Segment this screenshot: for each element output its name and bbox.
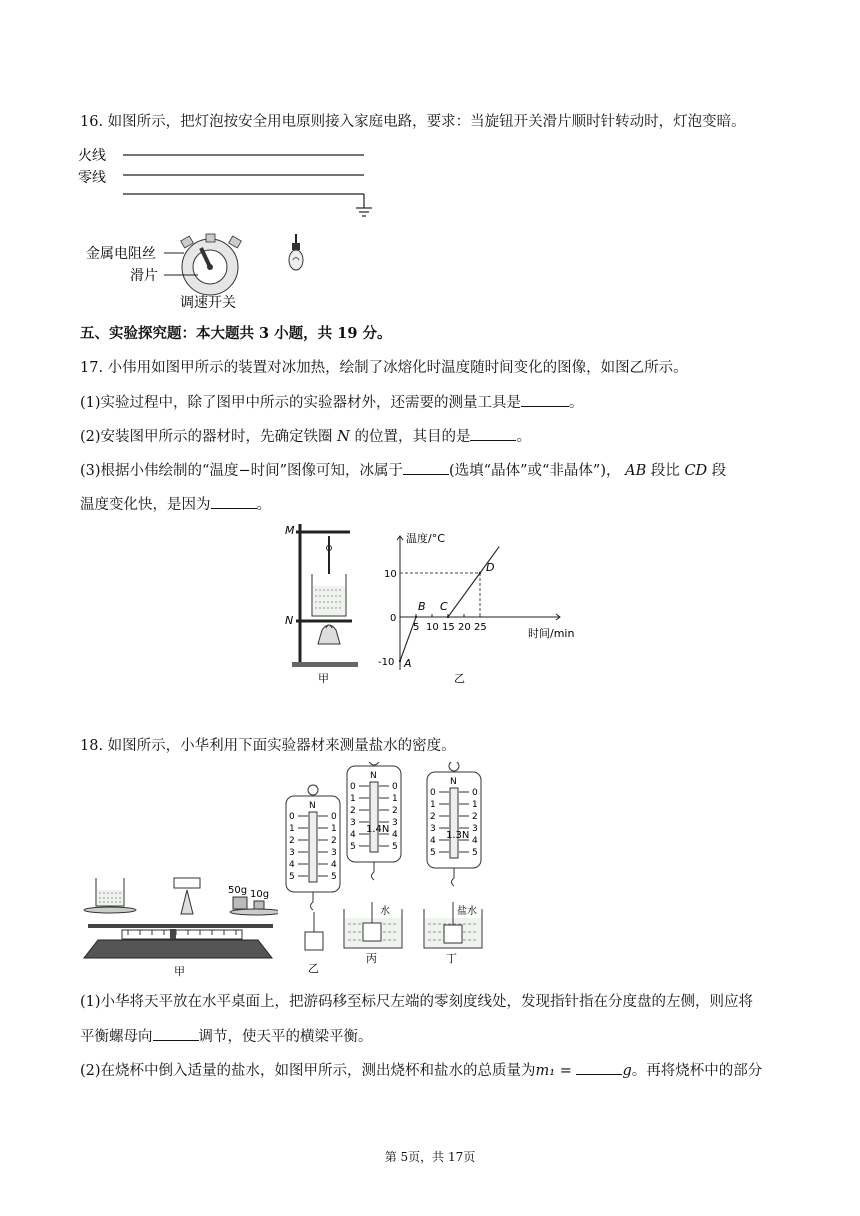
water-label: 水 <box>380 906 390 917</box>
balance-figure <box>78 860 278 980</box>
speed-switch-icon <box>181 234 242 295</box>
scale-tick-label: 2 <box>350 806 356 816</box>
scale-tick-label: 0 <box>331 812 337 822</box>
neutral-wire-label: 零线 <box>78 170 106 186</box>
point-label: B <box>418 600 426 613</box>
scale-unit-label: N <box>309 801 316 811</box>
q18-stem: 18. 如图所示，小华利用下面实验器材来测量盐水的密度。 <box>80 738 456 754</box>
scale-tick-label: 0 <box>392 782 398 792</box>
y-tick-label: -10 <box>378 657 395 668</box>
scale-tick-label: 3 <box>350 818 356 828</box>
bulb-icon <box>289 234 303 270</box>
scale-hook-icon <box>311 892 314 910</box>
data-point <box>479 572 481 574</box>
scale-tick-label: 1 <box>392 794 398 804</box>
q18-part1: (1)小华将天平放在水平桌面上，把游码移至标尺左端的零刻度线处，发现指针指在分度盘的左侧，则应将 <box>80 994 754 1010</box>
x-tick-label: 10 <box>426 622 439 633</box>
scale-tube <box>370 782 378 852</box>
y-tick-label: 10 <box>384 569 397 580</box>
scale-tick-label: 4 <box>430 836 436 846</box>
x-tick-label: 20 <box>458 622 471 633</box>
scale-tick-label: 3 <box>392 818 398 828</box>
ground-icon <box>356 208 372 216</box>
scale-tick-label: 0 <box>289 812 295 822</box>
scale-tube <box>450 788 458 858</box>
scale-tick-label: 3 <box>289 848 295 858</box>
scale-tick-label: 5 <box>430 848 436 858</box>
q18-part2: (2)在烧杯中倒入适量的盐水，如图甲所示，测出烧杯和盐水的总质量为m₁ = g。再将烧杯中的部分 <box>80 1060 762 1081</box>
scale-tick-label: 2 <box>289 836 295 846</box>
reading-ding: 1.3N <box>446 830 470 841</box>
scale-tick-label: 3 <box>430 824 436 834</box>
answer-blank <box>403 460 449 475</box>
scale-tick-label: 1 <box>331 824 337 834</box>
x-tick-label: 15 <box>442 622 455 633</box>
scale-tick-label: 5 <box>472 848 478 858</box>
weight-10g-label: 10g <box>250 889 270 900</box>
section-heading: 五、实验探究题：本大题共 3 小题，共 19 分。 <box>80 325 392 342</box>
answer-blank <box>576 1060 622 1075</box>
scale-unit-label: N <box>450 777 457 787</box>
scale-tick-label: 2 <box>430 812 436 822</box>
scale-tick-label: 4 <box>392 830 398 840</box>
x-tick-label: 5 <box>413 622 420 633</box>
scale-tick-label: 2 <box>472 812 478 822</box>
q17-part3: (3)根据小伟绘制的“温度−时间”图像可知，冰属于 (选填“晶体”或“非晶体”)， AB 段比 CD 段 <box>80 460 726 481</box>
scale-tick-label: 0 <box>430 788 436 798</box>
scale-tick-label: 4 <box>472 836 478 846</box>
x-tick-label: 25 <box>474 622 487 633</box>
scale-ring-icon <box>449 762 459 771</box>
svg-text:N: N <box>285 614 294 627</box>
scale-hook-icon <box>372 862 375 880</box>
scale-tick-label: 1 <box>430 800 436 810</box>
fig-jia-label: 甲 <box>318 672 329 685</box>
scale-ring-icon <box>369 762 379 765</box>
answer-blank <box>211 494 257 509</box>
scale-tick-label: 5 <box>331 872 337 882</box>
scale-hook-icon <box>452 868 455 886</box>
q16-circuit-figure <box>78 142 388 312</box>
scale-tick-label: 0 <box>350 782 356 792</box>
scale-tick-label: 5 <box>392 842 398 852</box>
switch-label: 调速开关 <box>180 295 236 311</box>
scale-ring-icon <box>308 785 318 795</box>
brine-label: 盐水 <box>457 906 477 917</box>
q17-part1: (1)实验过程中，除了图甲中所示的实验器材外，还需要的测量工具是 。 <box>80 392 584 413</box>
point-label: C <box>440 600 448 613</box>
page-footer: 第 5页，共 17页 <box>384 1150 476 1164</box>
heating-apparatus-figure <box>282 518 370 686</box>
scale-tick-label: 4 <box>350 830 356 840</box>
scale-tick-label: 3 <box>472 824 478 834</box>
scale-tick-label: 4 <box>331 860 337 870</box>
chart-ylabel: 温度/°C <box>406 532 445 545</box>
point-label: A <box>404 657 412 670</box>
scale-tick-label: 5 <box>289 872 295 882</box>
scale-tick-label: 1 <box>350 794 356 804</box>
fig-jia-label: 甲 <box>174 965 185 978</box>
spring-scale-figure <box>284 762 494 982</box>
q17-part2: (2)安装图甲所示的器材时，先确定铁圈 N 的位置，其目的是 。 <box>80 426 531 447</box>
reading-bing: 1.4N <box>366 824 390 835</box>
q18-part1-cont: 平衡螺母向 调节，使天平的横梁平衡。 <box>80 1026 373 1047</box>
y-tick-label: 0 <box>390 613 397 624</box>
scale-tick-label: 5 <box>350 842 356 852</box>
slider-label: 滑片 <box>130 268 158 284</box>
scale-unit-label: N <box>370 771 377 781</box>
q16-text: 16. 如图所示，把灯泡按安全用电原则接入家庭电路，要求：当旋钮开关滑片顺时针转动时，灯泡变暗。 <box>80 114 746 130</box>
fig-ding-label: 丁 <box>446 952 457 965</box>
scale-tick-label: 2 <box>331 836 337 846</box>
melting-curve-chart <box>370 522 590 687</box>
fig-yi-label: 乙 <box>308 962 319 975</box>
answer-blank <box>521 392 569 407</box>
data-point <box>399 660 401 662</box>
scale-tick-label: 4 <box>289 860 295 870</box>
point-label: D <box>486 561 495 574</box>
q17-stem: 17. 小伟用如图甲所示的装置对冰加热，绘制了冰熔化时温度随时间变化的图像，如图乙所示。 <box>80 360 688 376</box>
weight-50g-label: 50g <box>228 885 248 896</box>
live-wire-label: 火线 <box>78 148 106 164</box>
fig-bing-label: 丙 <box>366 952 377 965</box>
data-point <box>415 616 417 618</box>
scale-tube <box>309 812 317 882</box>
series-line <box>400 547 499 661</box>
answer-blank <box>153 1026 199 1041</box>
scale-tick-label: 3 <box>331 848 337 858</box>
scale-tick-label: 0 <box>472 788 478 798</box>
resistor-label: 金属电阻丝 <box>86 246 156 262</box>
scale-tick-label: 2 <box>392 806 398 816</box>
data-point <box>447 616 449 618</box>
answer-blank <box>470 426 516 441</box>
chart-xlabel: 时间/min <box>528 627 575 640</box>
scale-tick-label: 1 <box>289 824 295 834</box>
fig-yi-label: 乙 <box>454 672 465 685</box>
q17-part3-cont: 温度变化快，是因为 。 <box>80 494 271 515</box>
scale-tick-label: 1 <box>472 800 478 810</box>
svg-text:M: M <box>285 524 295 537</box>
